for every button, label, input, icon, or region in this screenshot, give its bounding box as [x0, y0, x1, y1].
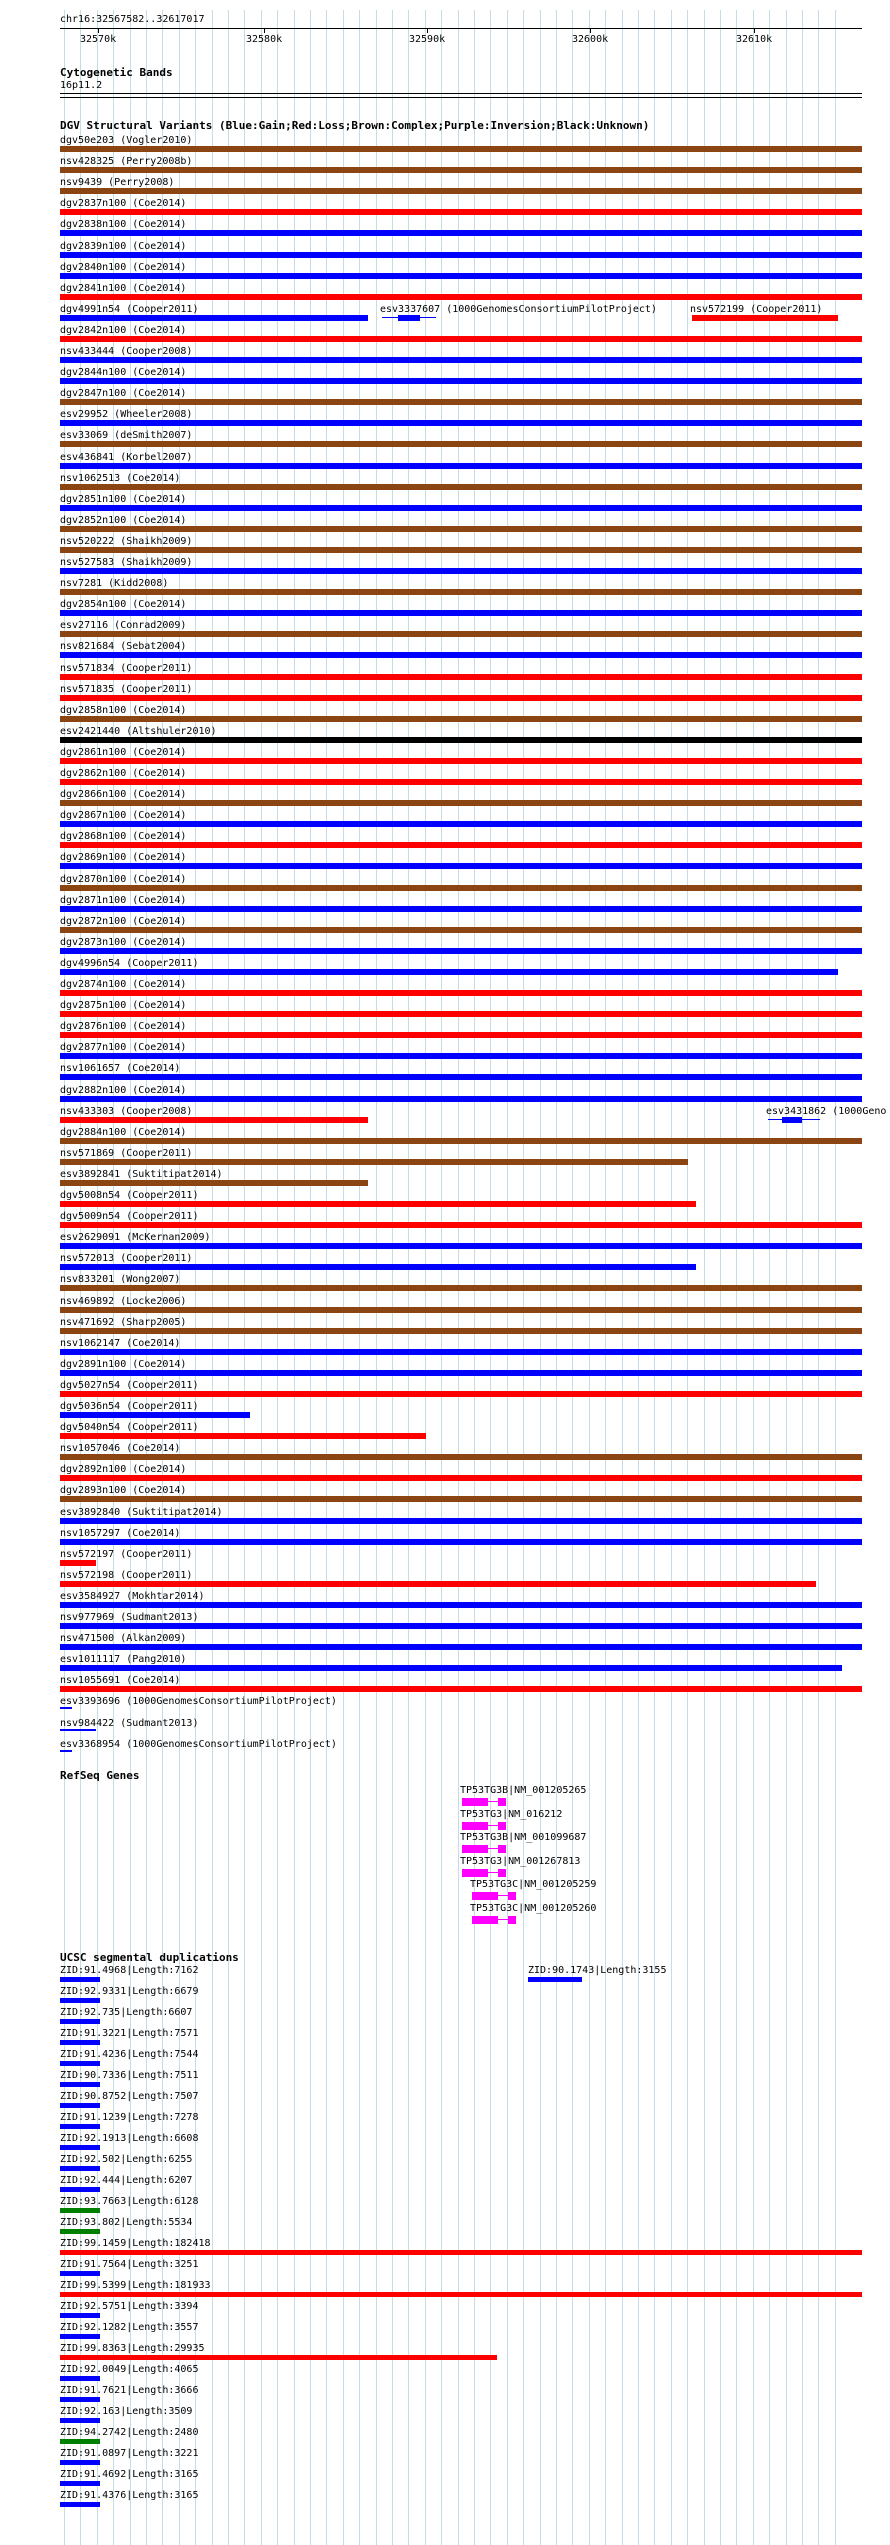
ruler-tick — [590, 28, 591, 33]
dgv-variant-label: dgv5027n54 (Cooper2011) — [60, 1379, 199, 1391]
dgv-variant-label: esv1011117 (Pang2010) — [60, 1654, 187, 1666]
dgv-variant-label: nsv977969 (Sudmant2013) — [60, 1612, 199, 1623]
grid-line — [244, 10, 245, 2545]
dgv-variant-bar[interactable] — [60, 230, 862, 236]
grid-line — [507, 10, 508, 2545]
grid-line — [474, 10, 475, 2545]
dgv-variant-label: dgv5008n54 (Cooper2011) — [60, 1190, 199, 1201]
grid-line — [769, 10, 770, 2545]
dgv-variant-label: dgv2874n100 (Coe2014) — [60, 979, 187, 990]
dgv-variant-bar[interactable] — [60, 821, 862, 827]
dgv-variant-label: dgv4996n54 (Cooper2011) — [60, 957, 199, 969]
dgv-variant-label: dgv2876n100 (Coe2014) — [60, 1021, 187, 1033]
dgv-variant-label: esv436841 (Korbel2007) — [60, 451, 193, 463]
dgv-variant-bar[interactable] — [60, 948, 862, 954]
segdup-label: ZID:91.7621|Length:3666 — [60, 2385, 199, 2396]
dgv-variant-label: nsv571835 (Cooper2011) — [60, 683, 193, 695]
grid-line — [835, 10, 836, 2545]
dgv-variant-bar[interactable] — [60, 1349, 862, 1355]
segdup-bar[interactable] — [60, 2250, 862, 2255]
grid-line — [195, 10, 196, 2545]
segdup-label: ZID:90.1743|Length:3155 — [528, 1965, 667, 1976]
grid-line — [720, 10, 721, 2545]
segdup-bar[interactable] — [60, 2019, 100, 2024]
gene-label: TP53TG3B|NM_001099687 — [460, 1832, 587, 1843]
dgv-variant-label: esv29952 (Wheeler2008) — [60, 409, 193, 421]
dgv-variant-label: dgv2851n100 (Coe2014) — [60, 493, 187, 505]
segdup-bar[interactable] — [60, 2313, 100, 2318]
dgv-track-title: DGV Structural Variants (Blue:Gain;Red:Loss;Brown:Complex;Purple:Inversion;Black:Unknown) — [60, 119, 650, 132]
segdup-bar[interactable] — [60, 2124, 100, 2129]
dgv-variant-bar[interactable] — [60, 1602, 862, 1608]
dgv-variant-bar[interactable] — [60, 1243, 862, 1249]
gene-exon[interactable] — [462, 1869, 488, 1877]
gene-exon[interactable] — [508, 1892, 516, 1900]
dgv-variant-bar[interactable] — [60, 357, 862, 363]
dgv-variant-bar[interactable] — [60, 1032, 862, 1038]
dgv-variant-bar[interactable] — [60, 610, 862, 616]
dgv-variant-bar[interactable] — [60, 990, 862, 996]
ruler-tick — [427, 28, 428, 33]
dgv-variant-bar[interactable] — [60, 1560, 96, 1566]
dgv-variant-bar[interactable] — [60, 1328, 862, 1334]
dgv-variant-label: esv3393696 (1000GenomesConsortiumPilotProject) — [60, 1696, 337, 1708]
dgv-variant-bar[interactable] — [60, 1159, 688, 1165]
dgv-variant-bar[interactable] — [60, 315, 368, 321]
dgv-variant-bar[interactable] — [60, 378, 862, 384]
dgv-variant-bar[interactable] — [60, 674, 862, 680]
dgv-variant-label: esv3892841 (Suktitipat2014) — [60, 1168, 223, 1180]
location-readout: chr16:32567582..32617017 — [60, 14, 205, 25]
dgv-variant-label: dgv2837n100 (Coe2014) — [60, 198, 187, 210]
dgv-variant-bar[interactable] — [60, 167, 862, 173]
dgv-variant-bar[interactable] — [60, 209, 862, 215]
dgv-variant-label: nsv471692 (Sharp2005) — [60, 1316, 187, 1328]
dgv-variant-label: dgv2842n100 (Coe2014) — [60, 324, 187, 336]
segdup-label: ZID:91.7564|Length:3251 — [60, 2259, 199, 2270]
gene-intron[interactable] — [488, 1872, 498, 1873]
ruler-tick-label: 32570k — [80, 34, 117, 45]
dgv-variant-bar[interactable] — [60, 484, 862, 490]
segdup-bar[interactable] — [60, 2481, 100, 2486]
dgv-variant-bar[interactable] — [60, 1391, 862, 1397]
dgv-variant-label: nsv572013 (Cooper2011) — [60, 1253, 193, 1265]
segdup-bar[interactable] — [60, 2040, 100, 2045]
grid-line — [704, 10, 705, 2545]
gene-intron[interactable] — [488, 1801, 498, 1802]
dgv-variant-label: nsv527583 (Shaikh2009) — [60, 557, 193, 568]
dgv-variant-bar[interactable] — [60, 1454, 862, 1460]
segdup-bar[interactable] — [60, 2103, 100, 2108]
dgv-variant-label: dgv2867n100 (Coe2014) — [60, 810, 187, 822]
dgv-variant-bar[interactable] — [60, 1201, 696, 1207]
gene-label: TP53TG3|NM_016212 — [460, 1808, 563, 1820]
dgv-variant-bar[interactable] — [60, 526, 862, 532]
dgv-variant-label: dgv2841n100 (Coe2014) — [60, 282, 187, 294]
ruler-tick-label: 32580k — [246, 34, 283, 45]
dgv-variant-bar[interactable] — [60, 1686, 862, 1692]
dgv-variant-label: dgv5040n54 (Cooper2011) — [60, 1422, 199, 1434]
dgv-variant-bar[interactable] — [60, 1412, 250, 1418]
segdup-bar[interactable] — [60, 2376, 100, 2381]
gene-exon[interactable] — [498, 1845, 506, 1853]
segdup-label: ZID:91.1239|Length:7278 — [60, 2112, 199, 2123]
segdup-label: ZID:92.502|Length:6255 — [60, 2154, 193, 2165]
grid-line — [638, 10, 639, 2545]
dgv-variant-bar[interactable] — [60, 252, 862, 258]
dgv-variant-label: esv3431862 (1000Geno — [766, 1105, 887, 1117]
dgv-variant-label: nsv433303 (Cooper2008) — [60, 1105, 193, 1117]
ruler-tick-label: 32590k — [409, 34, 446, 45]
segdup-label: ZID:93.7663|Length:6128 — [60, 2196, 199, 2207]
dgv-variant-bar[interactable] — [60, 1222, 862, 1228]
gene-exon[interactable] — [462, 1822, 488, 1830]
dgv-variant-label: dgv2840n100 (Coe2014) — [60, 261, 187, 273]
grid-line — [212, 10, 213, 2545]
dgv-variant-bar[interactable] — [60, 800, 862, 806]
dgv-variant-bar[interactable] — [60, 1096, 862, 1102]
dgv-variant-label: nsv433444 (Cooper2008) — [60, 346, 193, 357]
dgv-variant-label: dgv2871n100 (Coe2014) — [60, 894, 187, 906]
segdup-bar[interactable] — [60, 2334, 100, 2339]
dgv-variant-label: dgv2861n100 (Coe2014) — [60, 746, 187, 758]
dgv-variant-label: esv33069 (deSmith2007) — [60, 430, 193, 442]
dgv-variant-label: nsv1057297 (Coe2014) — [60, 1527, 181, 1539]
grid-line — [441, 10, 442, 2545]
segdup-label: ZID:99.8363|Length:29935 — [60, 2343, 205, 2354]
segdup-label: ZID:92.163|Length:3509 — [60, 2406, 193, 2417]
dgv-variant-label: dgv2869n100 (Coe2014) — [60, 852, 187, 864]
segdup-label: ZID:91.0897|Length:3221 — [60, 2448, 199, 2459]
dgv-variant-bar[interactable] — [60, 1011, 862, 1017]
cytoband-track-title: Cytogenetic Bands — [60, 66, 173, 79]
dgv-variant-bar[interactable] — [60, 1729, 96, 1731]
dgv-variant-label: dgv2868n100 (Coe2014) — [60, 831, 187, 843]
dgv-variant-bar[interactable] — [692, 315, 838, 321]
segdup-label: ZID:92.735|Length:6607 — [60, 2007, 193, 2018]
grid-line — [277, 10, 278, 2545]
dgv-variant-bar[interactable] — [60, 737, 862, 743]
gene-label: TP53TG3C|NM_001205259 — [470, 1879, 597, 1890]
segdup-bar[interactable] — [60, 2082, 100, 2087]
dgv-variant-bar[interactable] — [60, 1307, 862, 1313]
gene-exon[interactable] — [472, 1892, 498, 1900]
segdup-label: ZID:91.4968|Length:7162 — [60, 1965, 199, 1976]
dgv-variant-bar[interactable] — [60, 842, 862, 848]
cytoband-bar — [60, 97, 862, 98]
dgv-variant-bar[interactable] — [60, 716, 862, 722]
dgv-variant-bar[interactable] — [60, 1581, 816, 1587]
segdup-bar[interactable] — [60, 2187, 100, 2192]
grid-line — [392, 10, 393, 2545]
dgv-variant-bar[interactable] — [60, 1180, 368, 1186]
segdup-bar[interactable] — [60, 2229, 100, 2234]
grid-line — [294, 10, 295, 2545]
dgv-variant-label: nsv1061657 (Coe2014) — [60, 1063, 181, 1075]
segdup-label: ZID:99.1459|Length:182418 — [60, 2238, 211, 2249]
grid-line — [572, 10, 573, 2545]
dgv-variant-label: dgv2893n100 (Coe2014) — [60, 1485, 187, 1497]
ruler-tick-label: 32600k — [572, 34, 609, 45]
dgv-variant-bar[interactable] — [60, 906, 862, 912]
grid-line — [326, 10, 327, 2545]
segdup-label: ZID:91.3221|Length:7571 — [60, 2028, 199, 2039]
gene-exon[interactable] — [462, 1845, 488, 1853]
grid-line — [556, 10, 557, 2545]
gene-exon[interactable] — [498, 1822, 506, 1830]
segdup-bar[interactable] — [60, 2292, 862, 2297]
ruler-tick-label: 32610k — [736, 34, 773, 45]
dgv-variant-label: esv2629091 (McKernan2009) — [60, 1232, 211, 1244]
dgv-variant-label: dgv2870n100 (Coe2014) — [60, 873, 187, 885]
dgv-variant-label: nsv572199 (Cooper2011) — [690, 303, 823, 315]
segdup-bar[interactable] — [60, 2418, 100, 2423]
segdup-bar[interactable] — [60, 2439, 100, 2444]
segdup-bar[interactable] — [60, 2166, 100, 2171]
dgv-variant-label: nsv571834 (Cooper2011) — [60, 662, 193, 674]
dgv-variant-bar[interactable] — [60, 420, 862, 426]
grid-line — [589, 10, 590, 2545]
grid-line — [458, 10, 459, 2545]
gene-exon[interactable] — [498, 1798, 506, 1806]
segdup-bar[interactable] — [60, 2145, 100, 2150]
grid-line — [687, 10, 688, 2545]
dgv-variant-label: nsv9439 (Perry2008) — [60, 177, 175, 189]
grid-line — [425, 10, 426, 2545]
dgv-variant-label: dgv2844n100 (Coe2014) — [60, 367, 187, 379]
segdup-label: ZID:92.9331|Length:6679 — [60, 1986, 199, 1997]
dgv-variant-label: dgv2838n100 (Coe2014) — [60, 219, 187, 231]
dgv-variant-bar[interactable] — [60, 779, 862, 785]
dgv-variant-label: dgv2877n100 (Coe2014) — [60, 1042, 187, 1054]
dgv-variant-label: dgv50e203 (Vogler2010) — [60, 135, 193, 146]
dgv-variant-bar[interactable] — [60, 885, 862, 891]
dgv-variant-bar[interactable] — [60, 463, 862, 469]
grid-line — [228, 10, 229, 2545]
dgv-variant-label: esv3892840 (Suktitipat2014) — [60, 1506, 223, 1518]
dgv-variant-label: nsv428325 (Perry2008b) — [60, 156, 193, 168]
dgv-variant-label: dgv2866n100 (Coe2014) — [60, 789, 187, 801]
dgv-variant-bar[interactable] — [60, 969, 838, 975]
dgv-variant-label: dgv2891n100 (Coe2014) — [60, 1358, 187, 1370]
dgv-variant-label: dgv2854n100 (Coe2014) — [60, 599, 187, 611]
segdup-bar[interactable] — [60, 1998, 100, 2003]
dgv-variant-label: esv3368954 (1000GenomesConsortiumPilotProject) — [60, 1738, 337, 1750]
grid-line — [540, 10, 541, 2545]
gene-intron[interactable] — [488, 1848, 498, 1849]
grid-line — [408, 10, 409, 2545]
segdup-label: ZID:92.1282|Length:3557 — [60, 2322, 199, 2333]
grid-line — [605, 10, 606, 2545]
dgv-variant-bar[interactable] — [60, 505, 862, 511]
segdup-bar[interactable] — [528, 1977, 582, 1982]
dgv-variant-bar[interactable] — [60, 1117, 368, 1123]
segdup-label: ZID:92.0049|Length:4065 — [60, 2364, 199, 2375]
gene-exon[interactable] — [498, 1869, 506, 1877]
dgv-variant-label: dgv4991n54 (Cooper2011) — [60, 303, 199, 315]
grid-line — [622, 10, 623, 2545]
dgv-variant-bar[interactable] — [60, 652, 862, 658]
dgv-variant-bar[interactable] — [60, 631, 862, 637]
grid-line — [786, 10, 787, 2545]
segdup-track-title: UCSC segmental duplications — [60, 1951, 239, 1964]
grid-line — [261, 10, 262, 2545]
grid-line — [818, 10, 819, 2545]
segdup-label: ZID:91.4376|Length:3165 — [60, 2490, 199, 2501]
segdup-bar[interactable] — [60, 2271, 100, 2276]
dgv-variant-bar[interactable] — [60, 1518, 862, 1524]
gene-label: TP53TG3|NM_001267813 — [460, 1855, 581, 1867]
dgv-variant-bar[interactable] — [782, 1117, 802, 1123]
dgv-variant-bar[interactable] — [60, 589, 862, 595]
dgv-variant-label: nsv1062147 (Coe2014) — [60, 1337, 181, 1349]
dgv-variant-bar[interactable] — [60, 1475, 862, 1481]
segdup-label: ZID:92.1913|Length:6608 — [60, 2133, 199, 2144]
dgv-variant-bar[interactable] — [60, 146, 862, 152]
refseq-track-title: RefSeq Genes — [60, 1769, 140, 1782]
dgv-variant-bar[interactable] — [60, 294, 862, 300]
dgv-variant-label: esv3337607 (1000GenomesConsortiumPilotProject) — [380, 303, 657, 315]
dgv-variant-label: nsv1057046 (Coe2014) — [60, 1443, 181, 1455]
grid-line — [753, 10, 754, 2545]
ruler-tick — [264, 28, 265, 33]
dgv-variant-label: nsv471500 (Alkan2009) — [60, 1633, 187, 1645]
cytoband-label: 16p11.2 — [60, 80, 103, 91]
grid-line — [359, 10, 360, 2545]
dgv-variant-bar[interactable] — [60, 1623, 862, 1629]
dgv-variant-label: dgv2847n100 (Coe2014) — [60, 388, 187, 400]
dgv-variant-bar[interactable] — [60, 1665, 842, 1671]
dgv-variant-bar[interactable] — [60, 863, 862, 869]
dgv-variant-bar[interactable] — [60, 1707, 72, 1709]
dgv-variant-bar[interactable] — [60, 1750, 72, 1752]
segdup-label: ZID:91.4236|Length:7544 — [60, 2049, 199, 2060]
dgv-variant-label: dgv2873n100 (Coe2014) — [60, 936, 187, 948]
dgv-variant-bar[interactable] — [60, 1053, 862, 1059]
grid-line — [736, 10, 737, 2545]
grid-line — [802, 10, 803, 2545]
cytoband-bar — [60, 93, 862, 94]
dgv-variant-bar[interactable] — [60, 1264, 696, 1270]
dgv-variant-bar[interactable] — [60, 1539, 862, 1545]
segdup-bar[interactable] — [60, 2355, 497, 2360]
dgv-variant-bar[interactable] — [60, 547, 862, 553]
dgv-variant-bar[interactable] — [60, 188, 862, 194]
dgv-variant-label: dgv2839n100 (Coe2014) — [60, 240, 187, 252]
dgv-variant-bar[interactable] — [60, 1370, 862, 1376]
dgv-variant-label: nsv984422 (Sudmant2013) — [60, 1717, 199, 1729]
dgv-variant-bar[interactable] — [60, 441, 862, 447]
segdup-bar[interactable] — [60, 2061, 100, 2066]
grid-line — [523, 10, 524, 2545]
dgv-variant-label: nsv1055691 (Coe2014) — [60, 1675, 181, 1687]
segdup-bar[interactable] — [60, 2208, 100, 2213]
dgv-variant-label: esv2421440 (Altshuler2010) — [60, 725, 217, 737]
gene-exon[interactable] — [472, 1916, 498, 1924]
dgv-variant-label: nsv520222 (Shaikh2009) — [60, 535, 193, 547]
dgv-variant-label: esv3584927 (Mokhtar2014) — [60, 1590, 205, 1602]
gene-intron[interactable] — [498, 1895, 508, 1896]
segdup-label: ZID:99.5399|Length:181933 — [60, 2280, 211, 2291]
gene-exon[interactable] — [508, 1916, 516, 1924]
grid-line — [343, 10, 344, 2545]
dgv-variant-bar[interactable] — [60, 1138, 862, 1144]
dgv-variant-label: dgv5036n54 (Cooper2011) — [60, 1401, 199, 1412]
segdup-label: ZID:91.4692|Length:3165 — [60, 2469, 199, 2480]
dgv-variant-bar[interactable] — [60, 1496, 862, 1502]
grid-line — [654, 10, 655, 2545]
segdup-bar[interactable] — [60, 2502, 100, 2507]
ruler-tick — [98, 28, 99, 33]
gene-intron[interactable] — [488, 1825, 498, 1826]
segdup-label: ZID:94.2742|Length:2480 — [60, 2427, 199, 2438]
dgv-variant-bar[interactable] — [60, 568, 862, 574]
gene-label: TP53TG3C|NM_001205260 — [470, 1902, 597, 1914]
gene-label: TP53TG3B|NM_001205265 — [460, 1785, 587, 1796]
ruler-tick — [754, 28, 755, 33]
dgv-variant-label: nsv7281 (Kidd2008) — [60, 578, 169, 590]
dgv-variant-bar[interactable] — [60, 336, 862, 342]
grid-line — [490, 10, 491, 2545]
dgv-variant-label: nsv572198 (Cooper2011) — [60, 1569, 193, 1581]
dgv-variant-label: nsv821684 (Sebat2004) — [60, 641, 187, 653]
dgv-variant-label: dgv2852n100 (Coe2014) — [60, 514, 187, 526]
dgv-variant-label: nsv1062513 (Coe2014) — [60, 472, 181, 484]
grid-line — [671, 10, 672, 2545]
dgv-variant-bar[interactable] — [398, 315, 420, 321]
dgv-variant-bar[interactable] — [60, 273, 862, 279]
dgv-variant-label: dgv2862n100 (Coe2014) — [60, 768, 187, 779]
gene-intron[interactable] — [498, 1919, 508, 1920]
dgv-variant-bar[interactable] — [60, 695, 862, 701]
segdup-label: ZID:90.8752|Length:7507 — [60, 2091, 199, 2102]
dgv-variant-bar[interactable] — [60, 1433, 426, 1439]
dgv-variant-bar[interactable] — [60, 1285, 862, 1291]
grid-line — [376, 10, 377, 2545]
segdup-label: ZID:90.7336|Length:7511 — [60, 2070, 199, 2081]
dgv-variant-label: dgv2892n100 (Coe2014) — [60, 1464, 187, 1476]
dgv-variant-bar[interactable] — [60, 1644, 862, 1650]
segdup-label: ZID:92.5751|Length:3394 — [60, 2301, 199, 2312]
ruler-line — [60, 28, 862, 29]
dgv-variant-label: dgv2875n100 (Coe2014) — [60, 1000, 187, 1012]
segdup-label: ZID:92.444|Length:6207 — [60, 2175, 193, 2186]
segdup-bar[interactable] — [60, 1977, 100, 1982]
dgv-variant-label: nsv833201 (Wong2007) — [60, 1274, 181, 1286]
dgv-variant-label: dgv2882n100 (Coe2014) — [60, 1084, 187, 1096]
gene-exon[interactable] — [462, 1798, 488, 1806]
dgv-variant-label: dgv2884n100 (Coe2014) — [60, 1126, 187, 1138]
grid-line — [310, 10, 311, 2545]
dgv-variant-bar[interactable] — [60, 399, 862, 405]
dgv-variant-label: nsv469892 (Locke2006) — [60, 1295, 187, 1307]
segdup-bar[interactable] — [60, 2460, 100, 2465]
segdup-bar[interactable] — [60, 2397, 100, 2402]
dgv-variant-bar[interactable] — [60, 927, 862, 933]
dgv-variant-bar[interactable] — [60, 758, 862, 764]
dgv-variant-label: esv27116 (Conrad2009) — [60, 620, 187, 632]
dgv-variant-label: dgv2858n100 (Coe2014) — [60, 704, 187, 716]
dgv-variant-label: nsv571869 (Cooper2011) — [60, 1147, 193, 1159]
dgv-variant-label: dgv5009n54 (Cooper2011) — [60, 1211, 199, 1223]
dgv-variant-label: dgv2872n100 (Coe2014) — [60, 915, 187, 927]
dgv-variant-bar[interactable] — [60, 1074, 862, 1080]
segdup-label: ZID:93.802|Length:5534 — [60, 2217, 193, 2228]
dgv-variant-label: nsv572197 (Cooper2011) — [60, 1548, 193, 1560]
